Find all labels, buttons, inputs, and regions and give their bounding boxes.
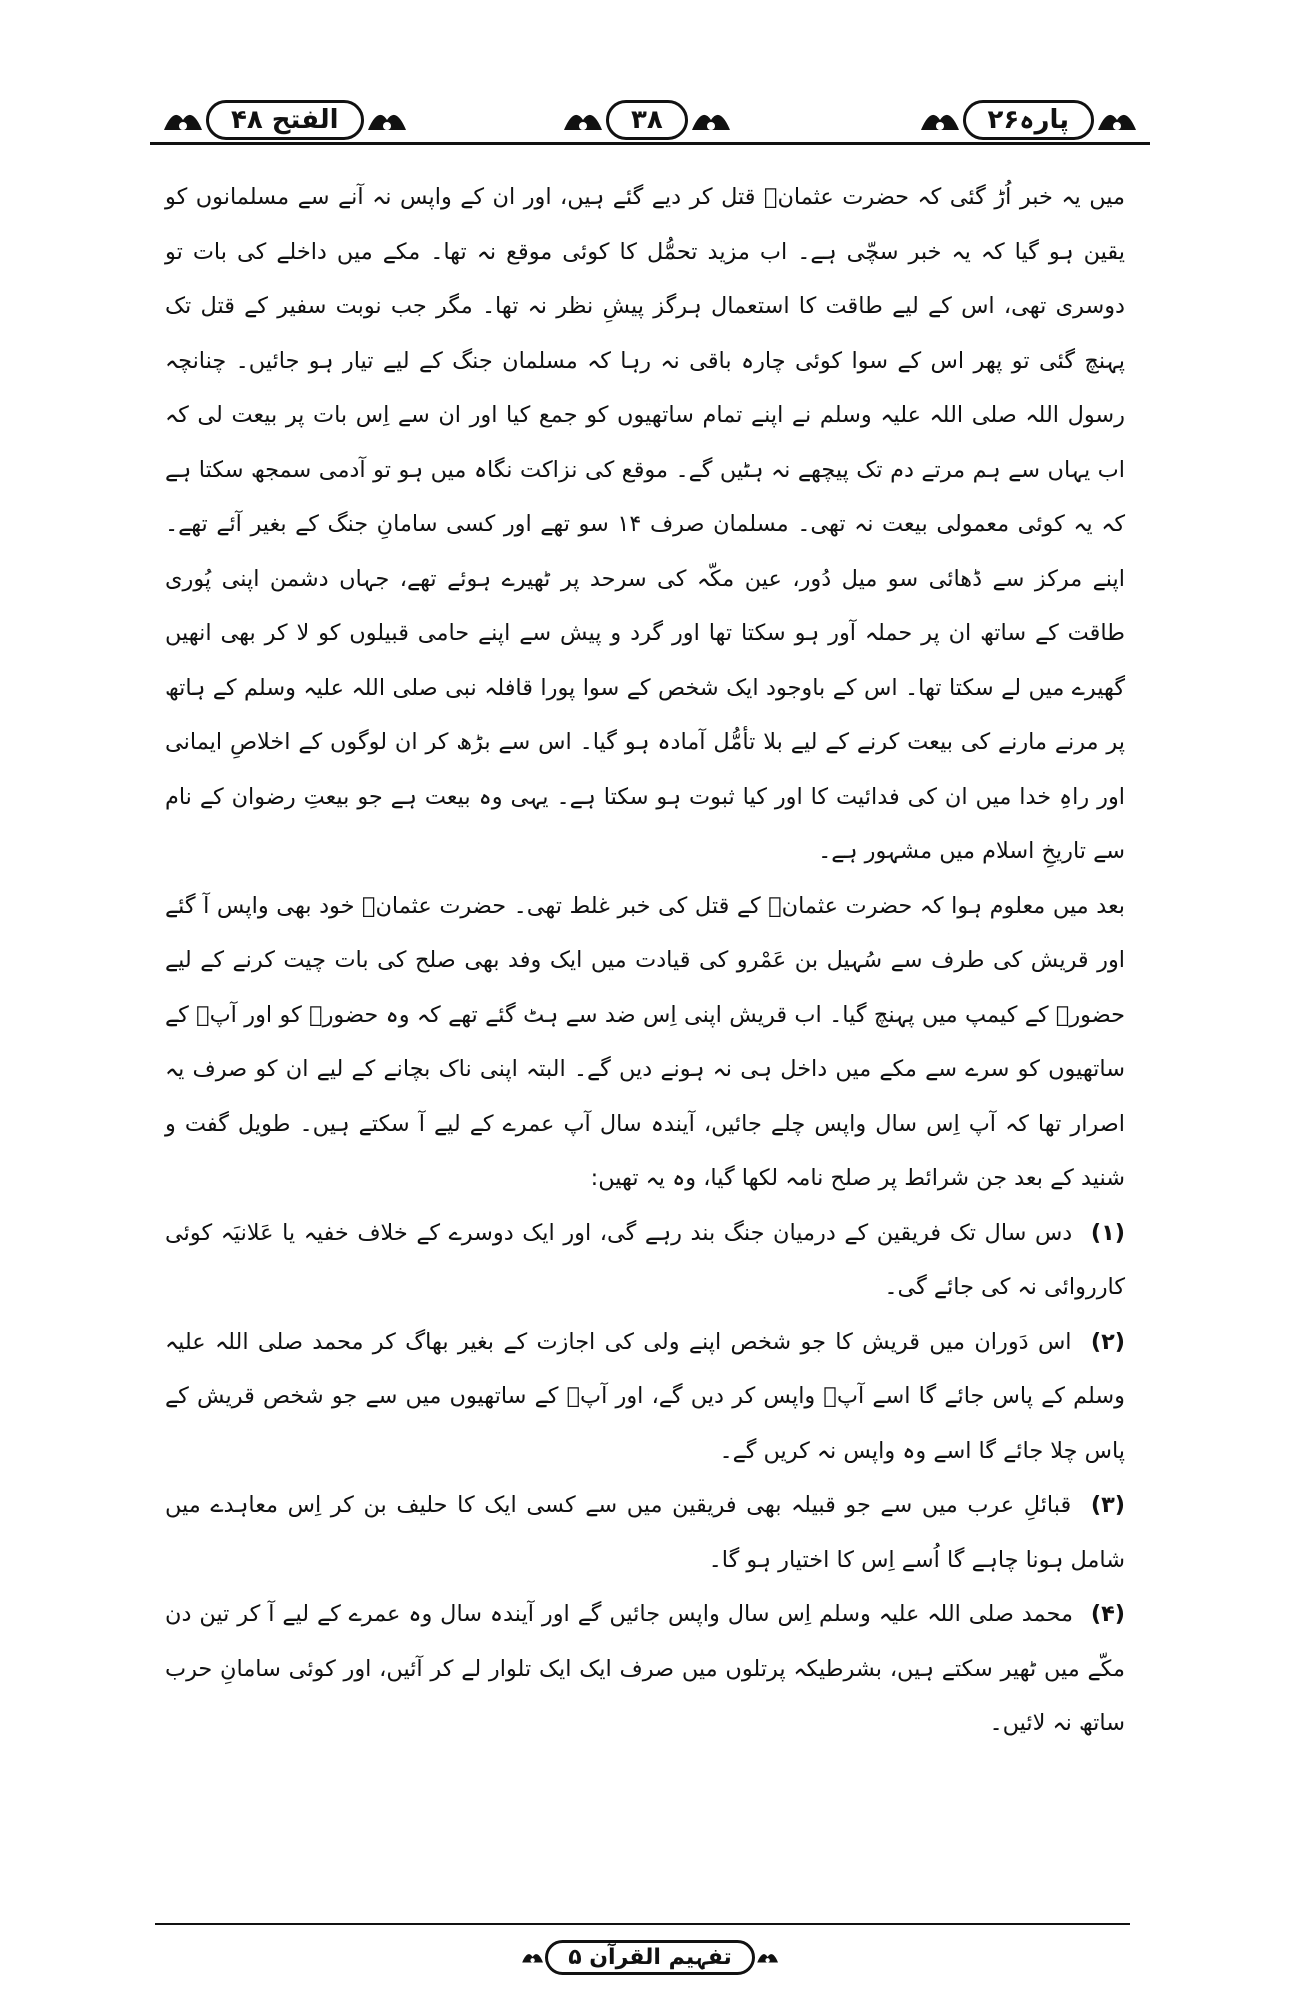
item-text: محمد صلی اللہ علیہ وسلم اِس سال واپس جائیں گے اور آیندہ سال وہ عمرے کے لیے آ کر تین دن مکّے میں ٹھیر سکتے ہیں، بشرطیکہ پرتلوں میں صرف ایک ایک تلوار لے کر آئیں، اور کوئی سامانِ حرب ساتھ نہ لائیں۔ [165, 1601, 1125, 1736]
paragraph: بعد میں معلوم ہوا کہ حضرت عثمانؓ کے قتل کی خبر غلط تھی۔ حضرت عثمانؓ خود بھی واپس آ گئے اور قریش کی طرف سے سُہیل بن عَمْرو کی قیادت میں ایک وفد بھی صلح کی بات چیت کرنے کے لیے حضورؐ کے کیمپ میں پہنچ گیا۔ اب قریش اپنی اِس ضد سے ہٹ گئے تھے کہ وہ حضورؐ کو اور آپؐ کے ساتھیوں کو سرے سے مکے میں داخل ہی نہ ہونے دیں گے۔ البتہ اپنی ناک بچانے کے لیے ان کو صرف یہ اصرار تھا کہ آپ اِس سال واپس چلے جائیں، آیندہ سال آپ عمرے کے لیے آ سکتے ہیں۔ طویل گفت و شنید کے بعد جن شرائط پر صلح نامہ لکھا گیا، وہ یہ تھیں: [165, 892, 1125, 1191]
item-number: (۴) [1090, 1601, 1125, 1627]
page-footer [520, 1932, 780, 1982]
book-title: تفہیم القرآن ۵ [568, 1944, 732, 1970]
item-text: دس سال تک فریقین کے درمیان جنگ بند رہے گی، اور ایک دوسرے کے خلاف خفیہ یا عَلانیَہ کوئی کارروائی نہ کی جائے گی۔ [165, 1219, 1125, 1300]
surah-label: الفتح ۴۸ [231, 105, 339, 135]
para-label: پارہ۲۶ [987, 105, 1069, 135]
paragraph: میں یہ خبر اُڑ گئی کہ حضرت عثمانؓ قتل کر دیے گئے ہیں، اور ان کے واپس نہ آنے سے مسلمانوں کو یقین ہو گیا کہ یہ خبر سچّی ہے۔ اب مزید تحمُّل کا کوئی موقع نہ تھا۔ مکے میں داخلے کی بات تو دوسری تھی، اس کے لیے طاقت کا استعمال ہرگز پیشِ نظر نہ تھا۔ مگر جب نوبت سفیر کے قتل تک پہنچ گئی تو پھر اس کے سوا کوئی چارہ باقی نہ رہا کہ مسلمان جنگ کے لیے تیار ہو جائیں۔ چنانچہ رسول اللہ صلی اللہ علیہ وسلم نے اپنے تمام ساتھیوں کو جمع کیا اور ان سے اِس بات پر بیعت لی کہ اب یہاں سے ہم مرتے دم تک پیچھے نہ ہٹیں گے۔ موقع کی نزاکت نگاہ میں ہو تو آدمی سمجھ سکتا ہے کہ یہ کوئی معمولی بیعت نہ تھی۔ مسلمان صرف ۱۴ سو تھے اور کسی سامانِ جنگ کے بغیر آئے تھے۔ اپنے مرکز سے ڈھائی سو میل دُور، عین مکّہ کی سرحد پر ٹھیرے ہوئے تھے، جہاں دشمن اپنی پُوری طاقت کے ساتھ ان پر حملہ آور ہو سکتا تھا اور گرد و پیش سے اپنے حامی قبیلوں کو لا کر بھی انھیں گھیرے میں لے سکتا تھا۔ اس کے باوجود ایک شخص کے سوا پورا قافلہ نبی صلی اللہ علیہ وسلم کے ہاتھ پر مرنے مارنے کی بیعت کرنے کے لیے بلا تأمُّل آمادہ ہو گیا۔ اس سے بڑھ کر ان لوگوں کے اخلاصِ ایمانی اور راہِ خدا میں ان کی فدائیت کا اور کیا ثبوت ہو سکتا ہے۔ یہی وہ بیعت ہے جو بیعتِ رضوان کے نام سے تاریخِ اسلام میں مشہور ہے۔ [165, 184, 1125, 864]
list-item [165, 1587, 1125, 1751]
page-number-badge [560, 100, 734, 140]
ornament-icon [160, 100, 206, 140]
header-rule [150, 142, 1150, 145]
para-badge [917, 100, 1140, 140]
item-number: (۳) [1090, 1492, 1125, 1518]
ornament-icon [1094, 100, 1140, 140]
ornament-icon [520, 1939, 545, 1975]
page-header [150, 96, 1150, 156]
footer-rule [155, 1923, 1130, 1925]
ornament-icon [560, 100, 606, 140]
item-text: اس دَوران میں قریش کا جو شخص اپنے ولی کی اجازت کے بغیر بھاگ کر محمد صلی اللہ علیہ وسلم کے پاس جائے گا اسے آپؐ واپس کر دیں گے، اور آپؐ کے ساتھیوں میں سے جو شخص قریش کے پاس چلا جائے گا اسے وہ واپس نہ کریں گے۔ [165, 1328, 1125, 1464]
body-text [165, 170, 1125, 1751]
list-item [165, 1315, 1125, 1479]
ornament-icon [364, 100, 410, 140]
item-number: (۲) [1090, 1328, 1125, 1355]
surah-badge [160, 100, 410, 140]
list-item [165, 1478, 1125, 1587]
ornament-icon [755, 1939, 780, 1975]
page-number: ۳۸ [631, 105, 663, 135]
ornament-icon [917, 100, 963, 140]
item-number: (۱) [1090, 1219, 1125, 1246]
item-text: قبائلِ عرب میں سے جو قبیلہ بھی فریقین میں سے کسی ایک کا حلیف بن کر اِس معاہدے میں شامل ہونا چاہے گا اُسے اِس کا اختیار ہو گا۔ [165, 1492, 1125, 1573]
ornament-icon [688, 100, 734, 140]
list-item [165, 1206, 1125, 1315]
